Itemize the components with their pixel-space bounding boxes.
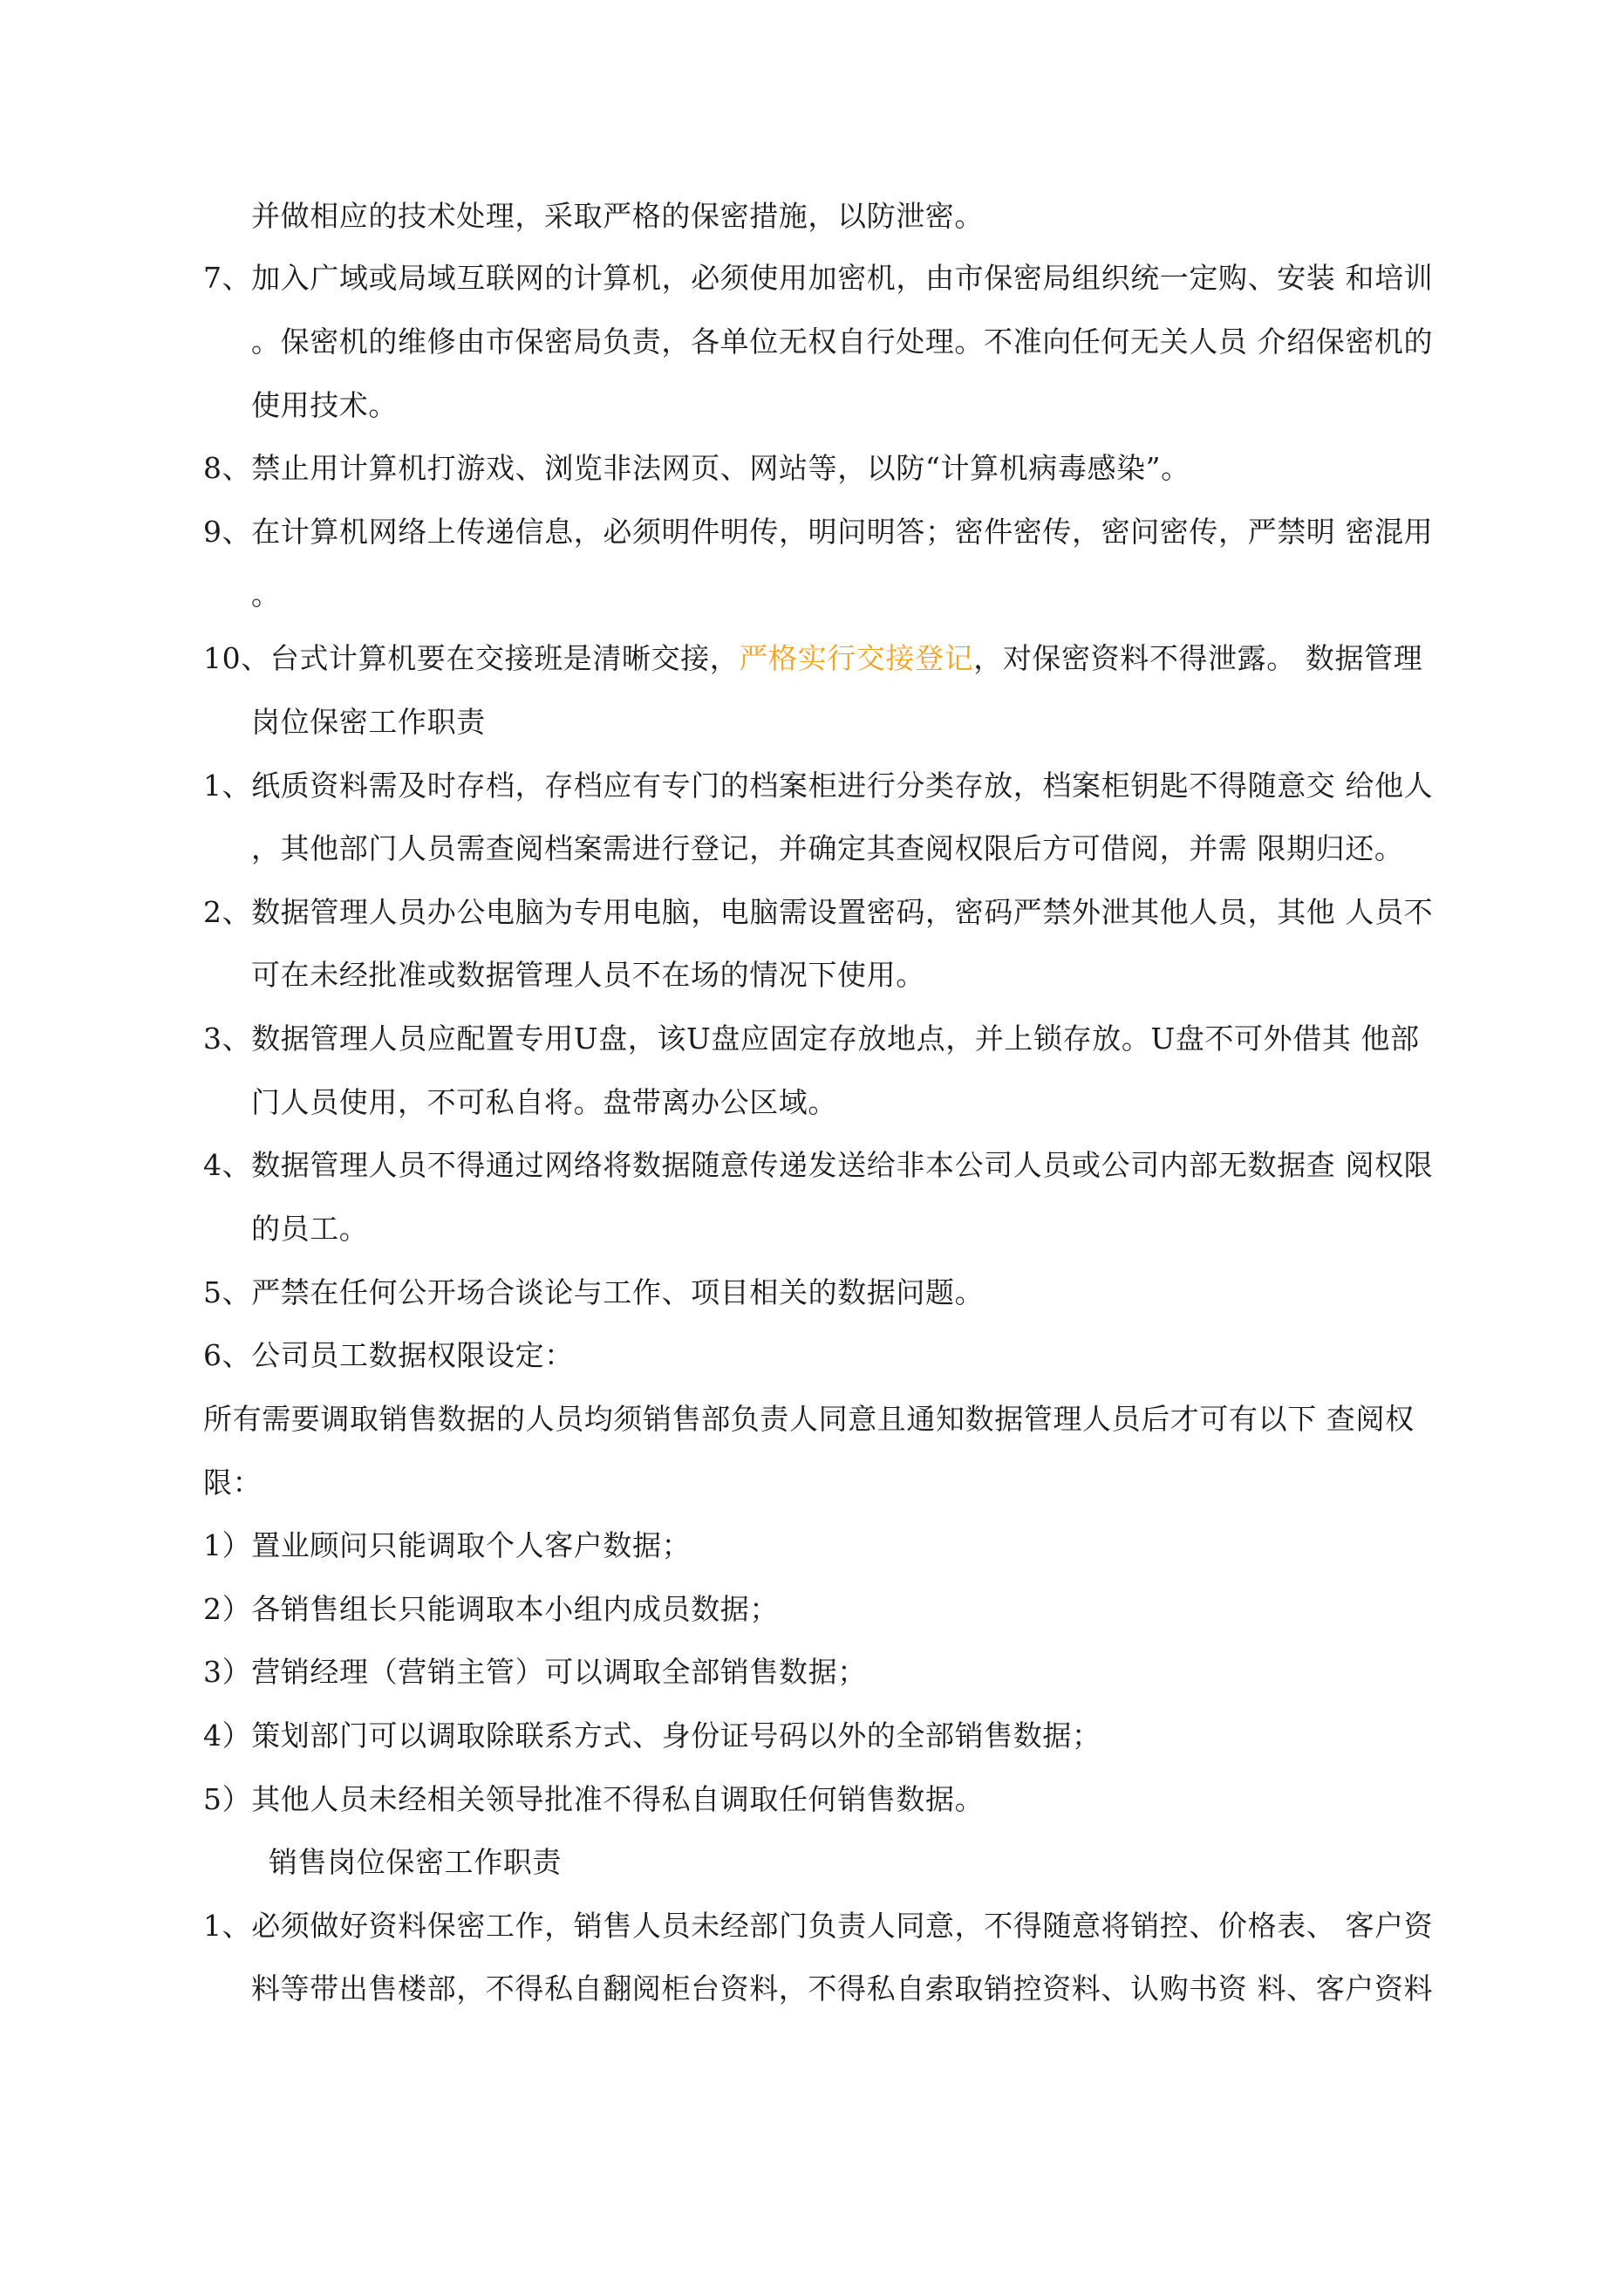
list-item: 2）各销售组长只能调取本小组内成员数据； [203,1592,779,1626]
text-line: 的员工。 [251,1212,369,1246]
text-line: 限： [203,1466,263,1500]
text-segment: 10、台式计算机要在交接班是清晰交接， [203,641,740,675]
list-item: 4）策划部门可以调取除联系方式、身份证号码以外的全部销售数据； [203,1719,1101,1753]
text-line: 2、数据管理人员办公电脑为专用电脑，电脑需设置密码，密码严禁外泄其他人员，其他 人员不 [203,895,1434,929]
text-line: 。 [251,577,281,612]
text-line: 8、禁止用计算机打游戏、浏览非法网页、网站等，以防“计算机病毒感染”。 [203,451,1190,485]
text-line: 料等带出售楼部，不得私自翻阅柜台资料，不得私自索取销控资料、认购书资 料、客户资料 [251,1971,1434,2006]
text-line: 6、公司员工数据权限设定： [203,1338,574,1372]
text-segment: ，对保密资料不得泄露。 数据管理 [973,641,1423,675]
highlighted-text: 严格实行交接登记 [739,641,974,675]
text-line-mixed [203,639,1422,678]
text-line: 使用技术。 [251,388,398,422]
text-line: ，其他部门人员需查阅档案需进行登记，并确定其查阅权限后方可借阅，并需 限期归还。 [251,831,1404,865]
text-line: 1、纸质资料需及时存档，存档应有专门的档案柜进行分类存放，档案柜钥匙不得随意交 给他人 [203,769,1434,803]
list-item: 3）营销经理（营销主管）可以调取全部销售数据； [203,1655,867,1689]
text-line: 3、数据管理人员应配置专用U盘，该U盘应固定存放地点，并上锁存放。U盘不可外借其 他部 [203,1022,1420,1056]
text-line: 。保密机的维修由市保密局负责，各单位无权自行处理。不准向任何无关人员 介绍保密机的 [251,325,1434,359]
list-item: 1）置业顾问只能调取个人客户数据； [203,1528,692,1562]
text-line: 并做相应的技术处理，采取严格的保密措施，以防泄密。 [251,199,984,233]
text-line: 1、必须做好资料保密工作，销售人员未经部门负责人同意，不得随意将销控、价格表、 客户资 [203,1909,1434,1943]
text-line: 所有需要调取销售数据的人员均须销售部负责人同意且通知数据管理人员后才可有以下 查阅权 [203,1402,1415,1436]
section-heading: 岗位保密工作职责 [251,705,486,739]
section-heading: 销售岗位保密工作职责 [269,1845,562,1879]
text-line: 5、严禁在任何公开场合谈论与工作、项目相关的数据问题。 [203,1275,985,1309]
text-line: 7、加入广域或局域互联网的计算机，必须使用加密机，由市保密局组织统一定购、安装 和培训 [203,261,1434,295]
text-line: 9、在计算机网络上传递信息，必须明件明传，明问明答；密件密传，密问密传，严禁明 密混用 [203,515,1434,549]
text-line: 门人员使用，不可私自将。盘带离办公区域。 [251,1085,837,1119]
text-line: 4、数据管理人员不得通过网络将数据随意传递发送给非本公司人员或公司内部无数据查 阅权限 [203,1148,1434,1182]
text-line: 可在未经批准或数据管理人员不在场的情况下使用。 [251,958,925,992]
list-item: 5）其他人员未经相关领导批准不得私自调取任何销售数据。 [203,1782,985,1816]
